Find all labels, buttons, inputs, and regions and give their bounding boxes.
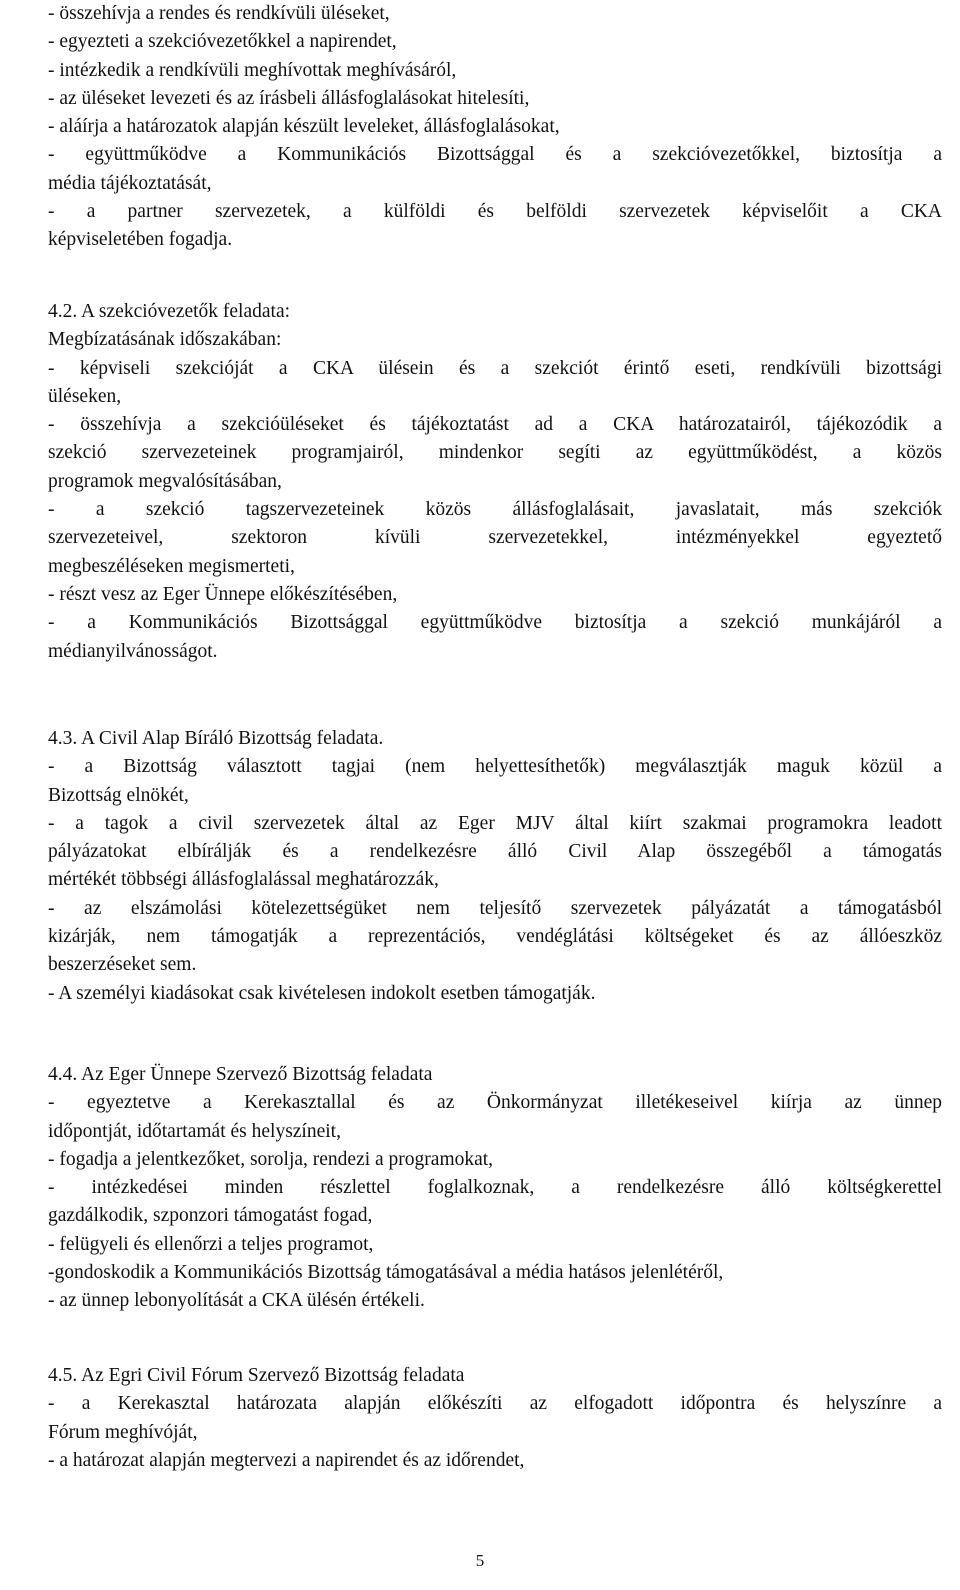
text-line: 4.3. A Civil Alap Bíráló Bizottság feladata. xyxy=(48,728,384,749)
text-line: - a szekció tagszervezeteinek közös állásfoglalásait, javaslatait, más szekciók xyxy=(48,499,942,521)
text-line: - a határozat alapján megtervezi a napirendet és az időrendet, xyxy=(48,1449,525,1471)
text-line: - a partner szervezetek, a külföldi és belföldi szervezetek képviselőit a CKA xyxy=(48,201,942,223)
text-line: - felügyeli és ellenőrzi a teljes programot, xyxy=(48,1233,374,1255)
text-line: - összehívja a szekcióüléseket és tájékoztatást ad a CKA határozatairól, tájékozódik a xyxy=(48,414,942,436)
section-4-3-civil-fund-committee xyxy=(48,725,942,1008)
text-line: -gondoskodik a Kommunikációs Bizottság támogatásával a média hatásos jelenlétéről, xyxy=(48,1262,724,1284)
text-line: időpontját, időtartamát és helyszíneit, xyxy=(48,1120,341,1142)
text-line: - intézkedik a rendkívüli meghívottak meghívásáról, xyxy=(48,59,457,81)
text-line: 4.5. Az Egri Civil Fórum Szervező Bizottság feladata xyxy=(48,1365,465,1386)
text-line: megbeszéléseken megismerteti, xyxy=(48,555,295,577)
text-line: beszerzéseket sem. xyxy=(48,954,197,976)
text-line: kizárják, nem támogatják a reprezentációs, vendéglátási költségeket és az állóeszköz xyxy=(48,926,942,948)
text-line: szervezeteivel, szektoron kívüli szervezetekkel, intézményekkel egyeztető xyxy=(48,527,942,549)
text-line: Fórum meghívóját, xyxy=(48,1421,198,1443)
text-line: - együttműködve a Kommunikációs Bizottsággal és a szekcióvezetőkkel, biztosítja a xyxy=(48,144,942,166)
text-line: - aláírja a határozatok alapján készült leveleket, állásfoglalásokat, xyxy=(48,116,560,138)
section-4-4-eger-festival-committee xyxy=(48,1061,942,1316)
text-line: - az üléseket levezeti és az írásbeli állásfoglalásokat hitelesíti, xyxy=(48,87,530,109)
text-line: Megbízatásának időszakában: xyxy=(48,329,282,351)
text-line: - összehívja a rendes és rendkívüli üléseket, xyxy=(48,3,390,24)
text-line: - az elszámolási kötelezettségüket nem teljesítő szervezetek pályázatát a támogatásból xyxy=(48,897,942,919)
text-line: Bizottság elnökét, xyxy=(48,784,189,806)
text-line: üléseken, xyxy=(48,385,122,407)
text-line: 4.2. A szekcióvezetők feladata: xyxy=(48,301,291,322)
text-line: - részt vesz az Eger Ünnepe előkészítésében, xyxy=(48,583,398,605)
text-line: - a Kerekasztal határozata alapján előkészíti az elfogadott időpontra és helyszínre a xyxy=(48,1393,942,1415)
text-line: - a Bizottság választott tagjai (nem helyettesíthetők) megválasztják maguk közül a xyxy=(48,756,942,778)
section-4-5-civil-forum-committee xyxy=(48,1362,942,1475)
text-line: - egyezteti a szekcióvezetőkkel a napirendet, xyxy=(48,31,397,53)
text-line: pályázatokat elbírálják és a rendelkezésre álló Civil Alap összegéből a támogatás xyxy=(48,841,942,863)
text-line: 4.4. Az Eger Ünnepe Szervező Bizottság feladata xyxy=(48,1064,433,1085)
text-line: média tájékoztatását, xyxy=(48,172,212,194)
text-line: szekció szervezeteinek programjairól, mindenkor segíti az együttműködést, a közös xyxy=(48,442,942,464)
text-line: - A személyi kiadásokat csak kivételesen indokolt esetben támogatják. xyxy=(48,982,596,1004)
text-line: képviseletében fogadja. xyxy=(48,229,233,251)
section-4-2-section-leaders xyxy=(48,298,942,666)
text-line: - a Kommunikációs Bizottsággal együttműködve biztosítja a szekció munkájáról a xyxy=(48,612,942,634)
text-line: mértékét többségi állásfoglalással meghatározzák, xyxy=(48,869,439,891)
text-line: - fogadja a jelentkezőket, sorolja, rendezi a programokat, xyxy=(48,1148,494,1170)
text-line: médianyilvánosságot. xyxy=(48,640,218,662)
section-chair-duties xyxy=(48,0,942,255)
page-number: 5 xyxy=(475,1551,485,1570)
text-line: - intézkedései minden részlettel foglalkoznak, a rendelkezésre álló költségkerettel xyxy=(48,1177,942,1199)
text-line: programok megvalósításában, xyxy=(48,470,282,492)
text-line: - a tagok a civil szervezetek által az Eger MJV által kiírt szakmai programokra leadott xyxy=(48,812,942,834)
text-line: - az ünnep lebonyolítását a CKA ülésén értékeli. xyxy=(48,1290,425,1312)
text-line: gazdálkodik, szponzori támogatást fogad, xyxy=(48,1205,373,1227)
text-line: - képviseli szekcióját a CKA ülésein és a szekciót érintő eseti, rendkívüli bizottsági xyxy=(48,357,942,379)
text-line: - egyeztetve a Kerekasztallal és az Önkormányzat illetékeseivel kiírja az ünnep xyxy=(48,1092,942,1114)
